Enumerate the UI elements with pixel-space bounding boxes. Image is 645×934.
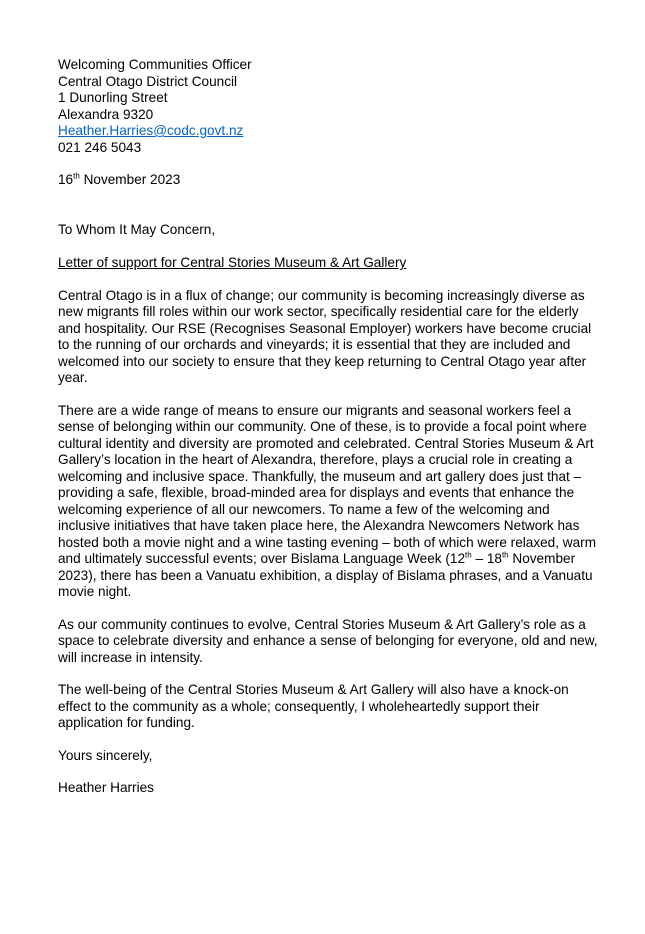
sender-title: Welcoming Communities Officer — [58, 57, 252, 72]
paragraph-2-sup-2: th — [501, 550, 509, 560]
sender-phone: 021 246 5043 — [58, 139, 142, 155]
paragraph-2-sup-1: th — [465, 550, 472, 560]
sender-email-line — [58, 123, 598, 140]
date-day-suffix: th — [73, 171, 80, 181]
paragraph-2-part-2: – 18 — [471, 551, 502, 566]
sender-address-block — [58, 57, 598, 156]
signature-name: Heather Harries — [58, 780, 154, 795]
paragraph-2-part-1: There are a wide range of means to ensure our migrants and seasonal workers feel a sense of belonging within our community. One of these, is to provide a focal point where cultural identity and diversity are promoted and celebrated. Central Stories Museum & Art Gallery’s location in the heart of Alexandra, therefore, plays a crucial role in creating a welcoming and inclusive space. Thankfully, the museum and art gallery does just that – providing a safe, flexible, broad-minded area for displays and events that enhance the welcoming experience of all our newcomers. To name a few of the welcoming and inclusive initiatives that have taken place here, the Alexandra Newcomers Network has hosted both a movie night and a wine tasting evening – both of which were relaxed, warm and ultimately successful events; over Bislama Language Week (12 — [58, 402, 597, 566]
salutation: To Whom It May Concern, — [58, 221, 216, 237]
closing: Yours sincerely, — [58, 747, 153, 763]
date-rest: November 2023 — [79, 172, 181, 187]
sender-email-link[interactable]: Heather.Harries@codc.govt.nz — [58, 123, 244, 138]
sender-town: Alexandra 9320 — [58, 106, 154, 122]
letter-page — [58, 57, 598, 797]
paragraph-1: Central Otago is in a flux of change; our community is becoming increasingly diverse as new migrants fill roles within our work sector, specifically residential care for the elderly and hospitality. Our RSE (Recognises Seasonal Employer) workers have become crucial to the running of our orchards and vineyards; it is essential that they are included and welcomed into our society to ensure that they keep returning to Central Otago year after year. — [58, 287, 592, 385]
sender-organisation: Central Otago District Council — [58, 73, 238, 89]
letter-subject: Letter of support for Central Stories Museum & Art Gallery — [58, 255, 407, 270]
paragraph-2-part-3: November 2023), there has been a Vanuatu exhibition, a display of Bislama phrases, and a Vanuatu movie night. — [58, 551, 593, 599]
paragraph-2 — [58, 403, 598, 601]
letter-date — [58, 172, 598, 189]
date-day: 16 — [58, 172, 74, 187]
paragraph-4: The well-being of the Central Stories Museum & Art Gallery will also have a knock-on effect to the community as a whole; consequently, I wholeheartedly support their application for funding. — [58, 682, 569, 730]
paragraph-3: As our community continues to evolve, Central Stories Museum & Art Gallery’s role as a space to celebrate diversity and enhance a sense of belonging for everyone, old and new, will increase in intensity. — [58, 616, 598, 665]
sender-street: 1 Dunorling Street — [58, 90, 168, 105]
